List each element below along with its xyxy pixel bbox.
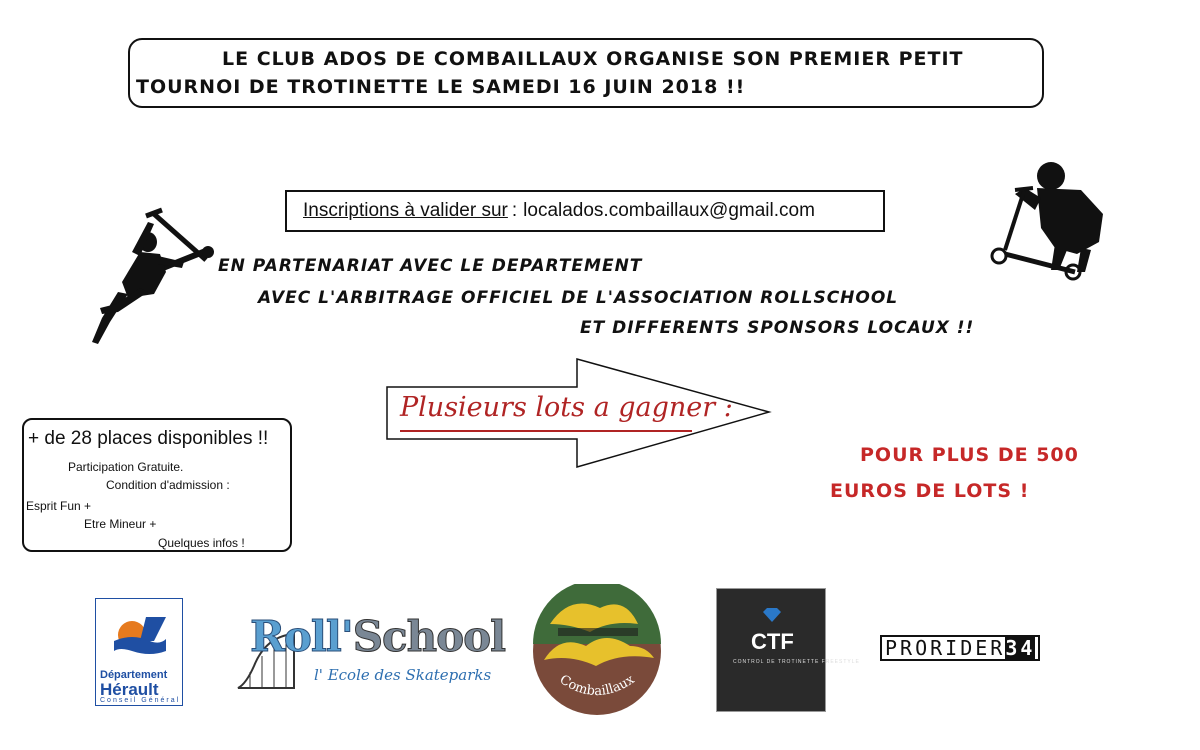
inscription-box (285, 190, 885, 232)
rollschool-name-part2: School (352, 612, 506, 661)
lots-text: Plusieurs lots a gagner : (400, 392, 733, 423)
lots-underline (400, 430, 692, 432)
rollschool-name (250, 612, 505, 661)
info-box (22, 418, 292, 552)
title-line-1: LE CLUB ADOS DE COMBAILLAUX ORGANISE SON PREMIER PETIT (222, 48, 964, 70)
ctf-tagline: CONTROL DE TROTINETTE FREESTYLE (733, 659, 860, 665)
combaillaux-logo (530, 584, 664, 718)
partner-line-1: EN PARTENARIAT AVEC LE DEPARTEMENT (218, 256, 643, 276)
prize-line-2: EUROS DE LOTS ! (830, 480, 1030, 502)
inscription-label: Inscriptions à valider sur (303, 200, 508, 221)
ctf-name: CTF (751, 629, 794, 654)
rollschool-name-part1: Roll' (250, 612, 353, 661)
combaillaux-name: Combaillaux (556, 672, 638, 700)
partner-line-3: ET DIFFERENTS SPONSORS LOCAUX !! (580, 318, 975, 338)
partner-line-2: AVEC L'ARBITRAGE OFFICIEL DE L'ASSOCIATION ROLLSCHOOL (258, 288, 899, 308)
herault-line-1: Département (100, 669, 168, 681)
ctf-logo (716, 588, 860, 712)
title-line-2: TOURNOI DE TROTINETTE LE SAMEDI 16 JUIN 2018 !! (136, 76, 746, 98)
inscription-separator: : (511, 200, 518, 221)
participation-text: Participation Gratuite. (68, 460, 184, 474)
scooter-rider-crouch-silhouette (985, 158, 1110, 283)
herault-logo (95, 598, 183, 706)
prize-line-1: POUR PLUS DE 500 (860, 444, 1079, 466)
esprit-text: Esprit Fun + (26, 499, 92, 513)
prorider-number: 34 (1005, 636, 1036, 660)
scooter-rider-jump-silhouette (88, 202, 218, 352)
title-box (128, 38, 1044, 108)
places-text: + de 28 places disponibles !! (28, 428, 269, 449)
prorider-name: PRORIDER (885, 636, 1006, 660)
herault-emblem-icon (110, 611, 170, 661)
herault-line-3: Conseil Général (100, 697, 181, 704)
condition-text: Condition d'admission : (106, 478, 230, 492)
diamond-icon (761, 607, 783, 623)
mineur-text: Etre Mineur + (84, 517, 157, 531)
infos-text: Quelques infos ! (158, 536, 245, 550)
rollschool-tagline: l' Ecole des Skateparks (314, 666, 492, 684)
herault-line-2: Hérault (100, 680, 159, 699)
prorider-logo (880, 635, 1040, 661)
inscription-email[interactable]: localados.combaillaux@gmail.com (523, 200, 815, 221)
rollschool-logo (236, 612, 506, 692)
